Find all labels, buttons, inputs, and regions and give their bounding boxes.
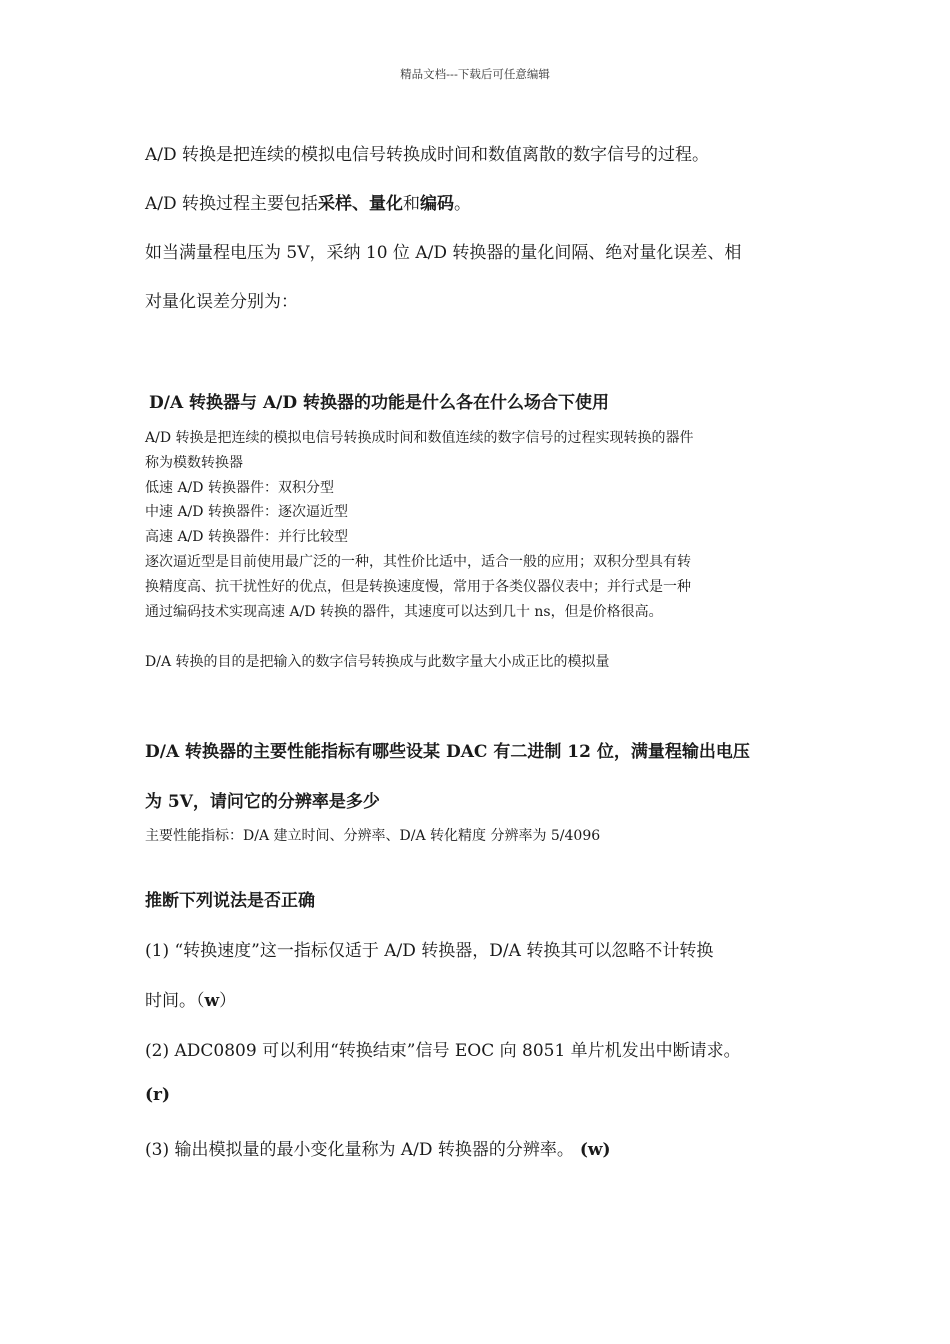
page-header: 精品文档---下载后可任意编辑 [400, 67, 550, 81]
section1-para-3: 低速 A/D 转换器件：双积分型 [145, 480, 334, 496]
question-3-text: (3) 输出模拟量的最小变化量称为 A/D 转换器的分辨率。 [145, 1140, 574, 1160]
section1-para-2: 称为模数转换器 [145, 455, 243, 471]
section1-para-8: 通过编码技术实现高速 A/D 转换的器件，其速度可以达到几十 ns，但是价格很高。 [145, 604, 663, 620]
intro-line-4: 对量化误差分别为： [145, 292, 298, 312]
section1-heading: D/A 转换器与 A/D 转换器的功能是什么各在什么场合下使用 [149, 393, 610, 413]
term-and: 和 [403, 194, 421, 214]
question-2-close: ) [162, 1085, 171, 1105]
question-1-line-2 [145, 986, 236, 1011]
section2-heading-2: 为 5V，请问它的分辨率是多少 [145, 792, 380, 812]
section1-para-5: 高速 A/D 转换器件：并行比较型 [145, 529, 348, 545]
question-3-open: ( [573, 1140, 588, 1160]
section1-para-7: 换精度高、抗干扰性好的优点，但是转换速度慢，常用于各类仪器仪表中；并行式是一种 [145, 579, 691, 595]
intro-line-1: A/D 转换是把连续的模拟电信号转换成时间和数值离散的数字信号的过程。 [145, 145, 710, 165]
section2-heading-1: D/A 转换器的主要性能指标有哪些设某 DAC 有二进制 12 位，满量程输出电压 [145, 742, 750, 762]
question-1-answer: w [204, 991, 220, 1011]
term-quantization: 量化 [369, 194, 404, 214]
section1-para-4: 中速 A/D 转换器件：逐次逼近型 [145, 504, 348, 520]
question-2-answer: r [153, 1085, 163, 1105]
intro-line-3: 如当满量程电压为 5V，采纳 10 位 A/D 转换器的量化间隔、绝对量化误差、相 [145, 243, 742, 263]
question-2-line-1: (2) ADC0809 可以利用“转换结束”信号 EOC 向 8051 单片机发出中断请求。 [145, 1041, 741, 1061]
section3-heading: 推断下列说法是否正确 [145, 891, 315, 911]
intro-line-2-prefix: A/D 转换过程主要包括 [145, 194, 319, 214]
question-1-line-1: (1) “转换速度”这一指标仅适于 A/D 转换器，D/A 转换其可以忽略不计转换 [145, 941, 714, 961]
intro-line-2-end: 。 [454, 194, 472, 214]
intro-line-2 [145, 189, 471, 214]
question-2-line-2 [145, 1085, 170, 1105]
question-1-text: 时间。（ [145, 991, 205, 1011]
question-3-close: ) [602, 1140, 611, 1160]
section2-answer: 主要性能指标：D/A 建立时间、分辨率、D/A 转化精度 分辨率为 5/4096 [145, 828, 601, 844]
question-1-close: ） [219, 991, 237, 1011]
section1-para-6: 逐次逼近型是目前使用最广泛的一种，其性价比适中，适合一般的应用；双积分型具有转 [145, 554, 691, 570]
question-2-open: ( [145, 1085, 154, 1105]
question-3-line [145, 1135, 611, 1160]
term-encoding: 编码 [420, 194, 455, 214]
term-separator: 、 [352, 194, 370, 214]
section1-para-1: A/D 转换是把连续的模拟电信号转换成时间和数值连续的数字信号的过程实现转换的器件 [145, 430, 694, 446]
question-3-answer: w [587, 1140, 603, 1160]
section1-para-9: D/A 转换的目的是把输入的数字信号转换成与此数字量大小成正比的模拟量 [145, 654, 610, 670]
term-sampling: 采样 [318, 194, 353, 214]
